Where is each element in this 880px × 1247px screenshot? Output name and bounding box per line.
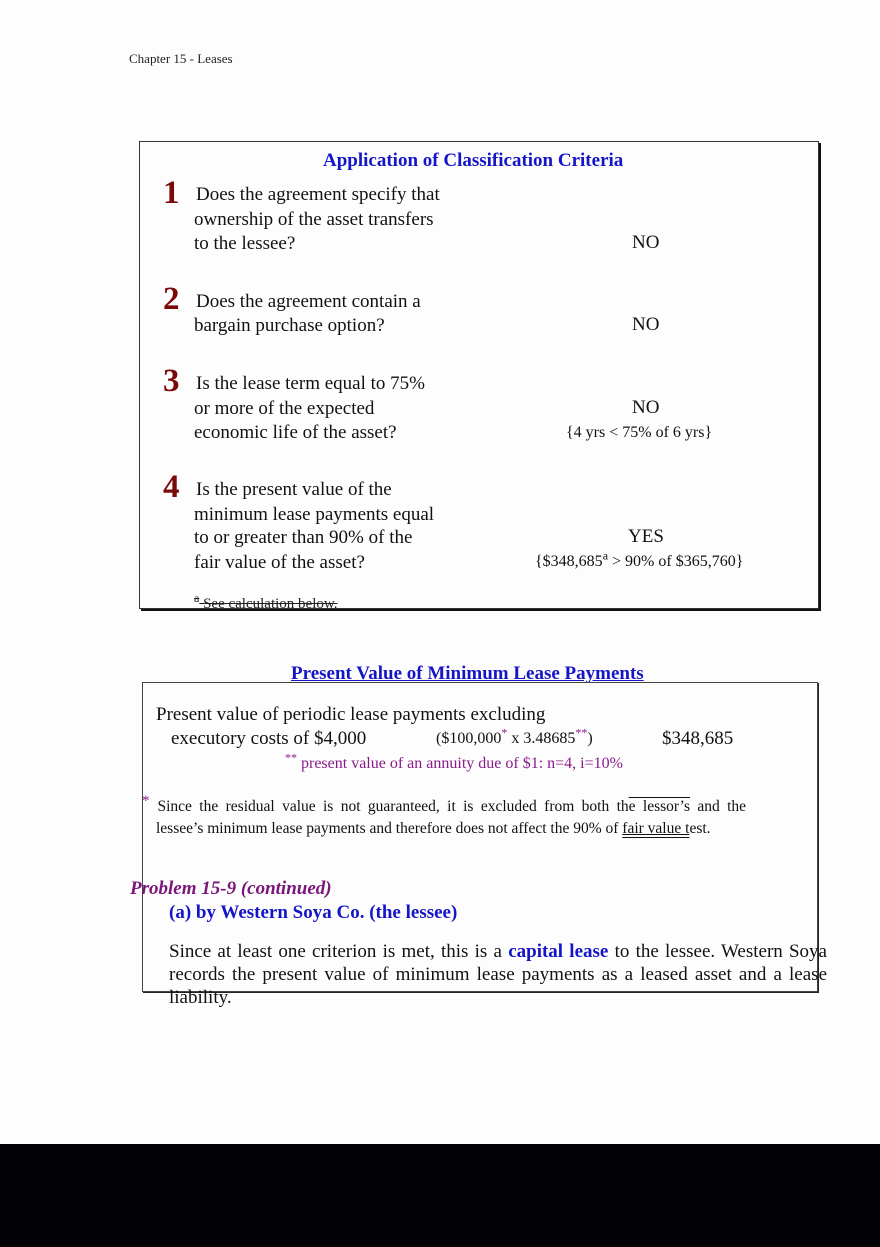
criterion-2-number: 2: [163, 281, 180, 317]
page-header: Chapter 15 - Leases: [129, 51, 233, 66]
criterion-3-note: {4 yrs < 75% of 6 yrs}: [566, 424, 713, 441]
annuity-note: ** present value of an annuity due of $1: n=4, i=10%: [285, 750, 623, 772]
criterion-4-answer: YES: [628, 526, 664, 547]
footnote-a: $^a$ See calculation below.: [194, 591, 338, 612]
criterion-1-number: 1: [163, 175, 180, 211]
criterion-3-number: 3: [163, 363, 180, 399]
criterion-4-text-line4: fair value of the asset?: [194, 552, 365, 573]
criterion-1-answer: NO: [632, 232, 660, 253]
criterion-2-text-line1: Does the agreement contain a: [196, 291, 421, 312]
criterion-1-text-line2: ownership of the asset transfers: [194, 209, 434, 230]
pv-line-2: executory costs of $4,000: [171, 728, 367, 749]
residual-note-line1: * Since the residual value is not guaranteed, it is excluded from both the lessor’s and the: [142, 792, 747, 815]
criterion-2-text-line2: bargain purchase option?: [194, 315, 385, 336]
pv-line-1: Present value of periodic lease payments excluding: [156, 704, 546, 725]
pv-calculation: ($100,000* x 3.48685**): [436, 725, 593, 747]
criterion-2-answer: NO: [632, 314, 660, 335]
criterion-1-text-line3: to the lessee?: [194, 233, 296, 254]
bottom-black-bar: [0, 1144, 880, 1247]
problem-heading: Problem 15-9 (continued): [130, 878, 332, 899]
criterion-4-number: 4: [163, 469, 180, 505]
criterion-4-text-line3: to or greater than 90% of the: [194, 527, 413, 548]
classification-title: Application of Classification Criteria: [323, 150, 624, 171]
conclusion-paragraph: Since at least one criterion is met, this is a capital lease to the lessee. Western Soya records the present value of minimum lease payments as a leased asset and a lease liability.: [169, 941, 827, 1008]
capital-lease-term: capital lease: [508, 941, 609, 962]
residual-note-line2: lessee’s minimum lease payments and therefore does not affect the 90% of fair value test.: [156, 820, 711, 837]
criterion-4-text-line2: minimum lease payments equal: [194, 504, 435, 525]
criterion-3-text-line1: Is the lease term equal to 75%: [196, 373, 425, 394]
criterion-4-note: {$348,685$^a$ > 90% of $365,760}: [535, 548, 744, 570]
present-value-title: Present Value of Minimum Lease Payments: [291, 663, 644, 684]
criterion-3-answer: NO: [632, 397, 660, 418]
pv-result: $348,685: [662, 728, 734, 749]
part-a-heading: (a) by Western Soya Co. (the lessee): [169, 902, 458, 923]
criterion-3-text-line3: economic life of the asset?: [194, 422, 397, 443]
criterion-3-text-line2: or more of the expected: [194, 398, 375, 419]
criterion-4-text-line1: Is the present value of the: [196, 479, 392, 500]
criterion-1-text-line1: Does the agreement specify that: [196, 184, 440, 205]
